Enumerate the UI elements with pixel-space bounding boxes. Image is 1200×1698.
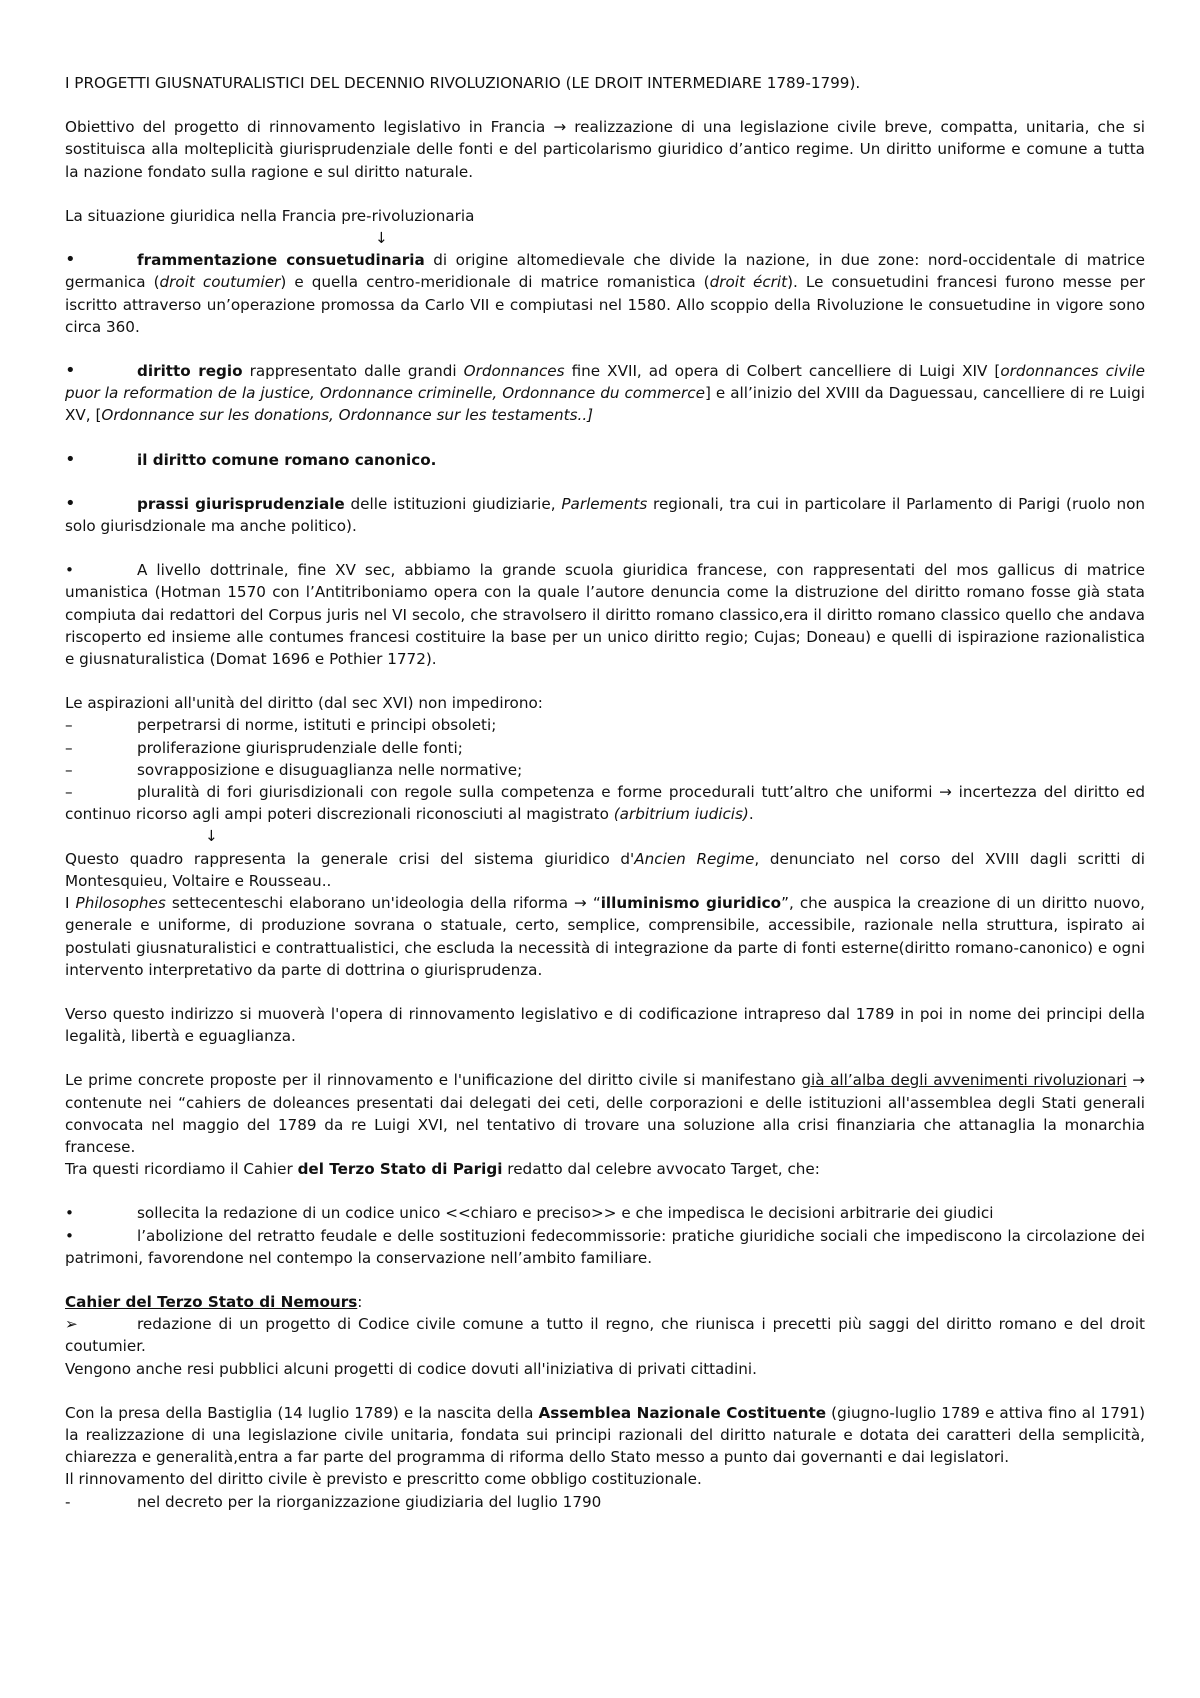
dash-item — [65, 1491, 1145, 1513]
text-run: redatto dal celebre avvocato Target, che: — [502, 1160, 820, 1179]
nemours-item — [65, 1313, 1145, 1357]
italic-term: ordonnances civile puor la reformation de la justice, Ordonnance criminelle, Ordonnance du commerce — [65, 362, 1145, 403]
situazione-heading: La situazione giuridica nella Francia pre-rivoluzionaria — [65, 206, 475, 225]
bold-term: del Terzo Stato di Parigi — [297, 1160, 503, 1179]
text-run: pluralità di fori giurisdizionali con regole sulla competenza e forme procedurali tutt’altro che uniformi → incertezza del diritto ed continuo ricorso agli ampi poteri discrezionali riconosciuti al magistrato — [65, 783, 1145, 824]
target-item — [65, 1225, 1145, 1269]
text-run: regionali, tra cui in particolare il Parlamento di Parigi (ruolo non solo giurisdzionale ma anche politico). — [65, 494, 1145, 536]
italic-term: Ordonnances — [463, 362, 565, 381]
dash-icon: – — [65, 783, 73, 802]
text-run: proliferazione giurisprudenziale delle fonti; — [137, 738, 463, 757]
bold-term: Assemblea Nazionale Costituente — [538, 1403, 827, 1422]
text-run: sollecita la redazione di un codice unico <<chiaro e preciso>> e che impedisca le decisioni arbitrarie dei giudici — [137, 1204, 994, 1223]
bullet-diritto-comune — [65, 449, 1145, 471]
dash-icon: – — [65, 760, 73, 779]
italic-term: droit écrit — [709, 273, 788, 292]
bullet-dottrinale — [65, 559, 1145, 670]
text-run: di origine altomedievale che divide la nazione, in due zone: nord-occidentale di matrice germanica ( — [65, 251, 1145, 292]
philosophes-paragraph — [65, 892, 1145, 981]
bullet-icon: • — [65, 1204, 74, 1223]
bullet-icon: • — [65, 249, 76, 271]
bullet-icon: • — [65, 448, 76, 470]
bullet-prassi — [65, 493, 1145, 537]
aspirazioni-intro: Le aspirazioni all'unità del diritto (dal sec XVI) non impedirono: — [65, 694, 543, 713]
dash-icon: – — [65, 738, 73, 757]
italic-term: Parlements — [561, 494, 648, 513]
bullet-icon: • — [65, 492, 76, 514]
rinnovamento-paragraph: Il rinnovamento del diritto civile è previsto e prescritto come obbligo costituzionale. — [65, 1470, 702, 1489]
text-run: . — [748, 805, 754, 824]
nemours-paragraph: Vengono anche resi pubblici alcuni progetti di codice dovuti all'iniziativa di privati cittadini. — [65, 1359, 757, 1378]
document-page — [65, 72, 1145, 1513]
text-run: l’abolizione del retratto feudale e delle sostituzioni fedecommissorie: pratiche giuridiche sociali che impediscono la circolazione dei patrimoni, favorendone nel contempo la conservazione nell’ambito familiare. — [65, 1226, 1145, 1267]
bullet-icon: • — [65, 360, 76, 382]
dash-icon: - — [65, 1492, 71, 1511]
bullet-frammentazione — [65, 249, 1145, 338]
bold-term: prassi giurisprudenziale — [137, 494, 345, 513]
italic-term: droit coutumier — [159, 273, 281, 292]
dash-item — [65, 737, 1145, 759]
text-run: ] e all’inizio del XVIII da Daguessau, cancelliere di re Luigi XV, [ — [65, 384, 1145, 425]
bullet-diritto-regio — [65, 360, 1145, 427]
text-run: A livello dottrinale, fine XV sec, abbiamo la grande scuola giuridica francese, con rappresentati del mos gallicus di matrice umanistica (Hotman 1570 con l’Antitriboniamo opera con la quale l’autore denuncia come la distruzione del diritto romano fosse già stata compiuta dai redattori del Corpus juris nel VI secolo, che stravolsero il diritto romano classico,era il diritto romano classico quello che andava riscoperto ed insieme alle contumes francesi costituire la base per un unico diritto regio; Cujas; Doneau) e quelli di ispirazione razionalistica e giusnaturalistica (Domat 1696 e Pothier 1772). — [65, 561, 1145, 669]
text-run: fine XVII, ad opera di Colbert cancelliere di Luigi XIV [ — [564, 362, 1001, 381]
italic-term: Ancien Regime — [634, 849, 755, 868]
bold-term: illuminismo giuridico — [600, 894, 782, 913]
text-run: Le prime concrete proposte per il rinnovamento e l'unificazione del diritto civile si manifestano — [65, 1071, 802, 1090]
bullet-icon: • — [65, 1226, 74, 1245]
text-run: Con la presa della Bastiglia (14 luglio 1789) e la nascita della — [65, 1403, 539, 1422]
target-item — [65, 1202, 1145, 1224]
text-run: redazione di un progetto di Codice civile comune a tutto il regno, che riunisca i precetti più saggi del diritto romano e del droit coutumier. — [65, 1315, 1145, 1356]
text-run: perpetrarsi di norme, istituti e principi obsoleti; — [137, 716, 497, 735]
text-run: ). — [787, 273, 798, 292]
text-run: → contenute nei “cahiers de doleances presentati dai delegati dei ceti, delle corporazioni e delle istituzioni all'assemblea degli Stati generali convocata nel maggio del 1789 da re Luigi XVI, nel tentativo di trovare una soluzione alla crisi finanziaria che attanaglia la monarchia francese. — [65, 1071, 1145, 1156]
text-run: rappresentato dalle grandi — [242, 362, 464, 381]
dash-icon: – — [65, 716, 73, 735]
target-intro — [65, 1158, 1145, 1180]
document-title: I PROGETTI GIUSNATURALISTICI DEL DECENNIO RIVOLUZIONARIO (LE DROIT INTERMEDIARE 1789-1799). — [65, 74, 861, 92]
text-run: delle istituzioni giudiziarie, — [344, 494, 562, 513]
text-run: nel decreto per la riorganizzazione giudiziaria del luglio 1790 — [137, 1492, 602, 1511]
text-run: sovrapposizione e disuguaglianza nelle normative; — [137, 760, 523, 779]
text-run: Le consuetudini francesi furono messe per iscritto attraverso un’operazione promossa da Carlo VII e compiutasi nel 1580. Allo scoppio della Rivoluzione le consuetudine in vigore sono circa 360. — [65, 273, 1145, 336]
underlined-term: già all’alba degli avvenimenti rivoluzionari — [801, 1071, 1127, 1090]
text-run: ) e quella centro-meridionale di matrice romanistica ( — [280, 273, 710, 292]
proposte-paragraph — [65, 1069, 1145, 1158]
verso-paragraph: Verso questo indirizzo si muoverà l'opera di rinnovamento legislativo e di codificazione intrapreso dal 1789 in poi in nome dei principi della legalità, libertà e eguaglianza. — [65, 1004, 1145, 1046]
down-arrow-icon: ↓ — [205, 827, 218, 846]
dash-item — [65, 759, 1145, 781]
italic-term: (arbitrium iudicis) — [613, 805, 749, 824]
dash-item — [65, 714, 1145, 736]
obiettivo-paragraph: Obiettivo del progetto di rinnovamento legislativo in Francia → realizzazione di una legislazione civile breve, compatta, unitaria, che si sostituisca alla molteplicità giurisprudenziale delle fonti e del particolarismo giuridico d’antico regime. Un diritto uniforme e comune a tutta la nazione fondato sulla ragione e sul diritto naturale. — [65, 118, 1145, 181]
text-run: settecenteschi elaborano un'ideologia della riforma → “ — [165, 894, 601, 913]
bold-term: frammentazione consuetudinaria — [137, 251, 425, 270]
down-arrow-icon: ↓ — [375, 229, 388, 248]
bold-term: il diritto comune romano canonico. — [137, 450, 437, 469]
bold-term: diritto regio — [137, 362, 243, 381]
italic-term: Philosophes — [75, 894, 166, 913]
bastiglia-paragraph — [65, 1402, 1145, 1469]
text-run: Tra questi ricordiamo il Cahier — [65, 1160, 298, 1179]
nemours-heading — [65, 1291, 1145, 1313]
bullet-icon: • — [65, 561, 74, 580]
text-run: ”, che auspica la creazione di un diritto nuovo, generale e uniforme, di produzione sovrana o statuale, certo, semplice, comprensibile, accessibile, razionale nella struttura, ispirato ai postulati giusnaturalistici e contrattualistici, che escluda la necessità di integrazione da parte di fonti esterne(diritto romano-canonico) e ogni intervento interpretativo da parte di dottrina o giurisprudenza. — [65, 894, 1145, 979]
text-run: , denunciato nel corso del XVIII dagli scritti di Montesquieu, Voltaire e Rousseau.. — [65, 849, 1145, 890]
text-run: Questo quadro rappresenta la generale crisi del sistema giuridico d' — [65, 849, 635, 868]
bold-heading: Cahier del Terzo Stato di Nemours — [65, 1292, 358, 1311]
italic-term: Ordonnance sur les donations, Ordonnance sur les testaments..] — [101, 406, 594, 425]
arrow-bullet-icon: ➢ — [65, 1315, 78, 1334]
text-run: : — [357, 1292, 363, 1311]
text-run: (giugno-luglio 1789 e attiva fino al 1791) la realizzazione di una legislazione civile unitaria, fondata sui principi razionali del diritto naturale e dotata dei caratteri della semplicità, chiarezza e generalità,entra a far parte del programma di riforma dello Stato messo a punto dai governanti e dai legislatori. — [65, 1403, 1145, 1467]
quadro-paragraph — [65, 848, 1145, 892]
text-run: I — [65, 894, 76, 913]
dash-item — [65, 781, 1145, 825]
